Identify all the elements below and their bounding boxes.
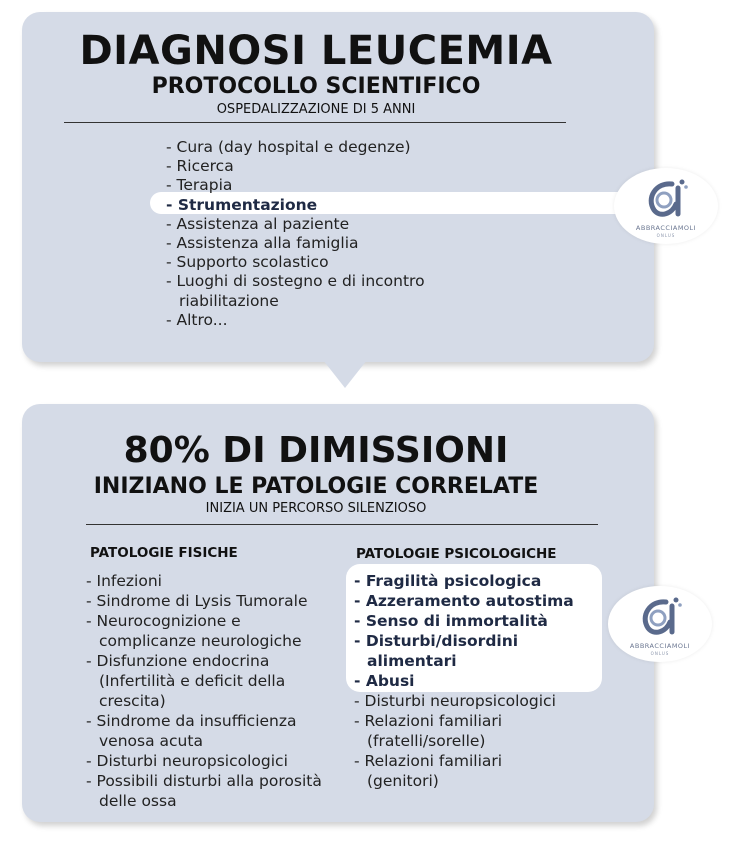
pathologies-subtitle: INIZIANO LE PATOLOGIE CORRELATE bbox=[93, 474, 539, 499]
list-item: - Terapia bbox=[166, 176, 233, 195]
list-item-highlighted: - Strumentazione bbox=[166, 195, 318, 214]
list-item-highlighted: - Disturbi/disordini bbox=[354, 632, 519, 650]
list-item: - Infezioni bbox=[86, 572, 162, 590]
list-item-continuation: complicanze neurologiche bbox=[99, 632, 302, 650]
list-item: - Altro... bbox=[166, 310, 228, 329]
list-item: - Disfunzione endocrina bbox=[86, 652, 270, 670]
logo-brand-text: ABBRACCIAMOLI bbox=[635, 224, 697, 232]
list-item: - Disturbi neuropsicologici bbox=[86, 752, 288, 770]
abbracciamoli-logo bbox=[614, 168, 718, 244]
list-item-continuation: (Infertilità e deficit della bbox=[99, 672, 286, 690]
list-item-continuation: crescita) bbox=[99, 692, 166, 710]
list-item-continuation: riabilitazione bbox=[179, 291, 279, 310]
list-item-continuation: delle ossa bbox=[99, 792, 177, 810]
list-item: - Relazioni familiari bbox=[354, 712, 503, 730]
list-item: - Disturbi neuropsicologici bbox=[354, 692, 556, 710]
abbracciamoli-logo-icon bbox=[642, 176, 690, 224]
list-item: - Possibili disturbi alla porosità bbox=[86, 772, 322, 790]
hospitalization-caption: OSPEDALIZZAZIONE DI 5 ANNI bbox=[216, 102, 416, 117]
logo-brand-text: ABBRACCIAMOLI bbox=[629, 642, 691, 650]
discharge-title: 80% DI DIMISSIONI bbox=[123, 430, 509, 471]
psychological-list bbox=[354, 571, 574, 791]
list-item-continuation: venosa acuta bbox=[99, 732, 203, 750]
diagnosis-title: DIAGNOSI LEUCEMIA bbox=[79, 28, 553, 74]
list-item: - Assistenza al paziente bbox=[166, 214, 350, 233]
divider bbox=[64, 122, 566, 123]
list-item: - Sindrome da insufficienza bbox=[86, 712, 297, 730]
path-caption: INIZIA UN PERCORSO SILENZIOSO bbox=[205, 501, 427, 516]
list-item-highlighted: - Senso di immortalità bbox=[354, 612, 548, 630]
list-item-highlighted: - Fragilità psicologica bbox=[354, 572, 542, 590]
card-connector-arrow bbox=[323, 360, 367, 388]
physical-heading: PATOLOGIE FISICHE bbox=[90, 545, 238, 561]
list-item-highlighted: - Azzeramento autostima bbox=[354, 592, 574, 610]
list-item: - Neurocognizione e bbox=[86, 612, 241, 630]
list-item: - Cura (day hospital e degenze) bbox=[166, 138, 411, 156]
list-item: - Ricerca bbox=[166, 157, 234, 176]
psychological-heading: PATOLOGIE PSICOLOGICHE bbox=[356, 546, 557, 562]
list-item: - Assistenza alla famiglia bbox=[166, 234, 359, 253]
list-item-continuation: (genitori) bbox=[367, 772, 439, 790]
divider bbox=[86, 524, 598, 525]
logo-sub-text: ONLUS bbox=[650, 651, 670, 656]
list-item: - Luoghi di sostegno e di incontro bbox=[166, 272, 425, 291]
logo-sub-text: ONLUS bbox=[656, 233, 676, 238]
list-item: - Sindrome di Lysis Tumorale bbox=[86, 592, 308, 610]
list-item-continuation: alimentari bbox=[367, 652, 457, 670]
protocol-subtitle: PROTOCOLLO SCIENTIFICO bbox=[151, 74, 481, 99]
protocol-list bbox=[166, 138, 425, 330]
list-item: - Relazioni familiari bbox=[354, 752, 503, 770]
list-item-continuation: (fratelli/sorelle) bbox=[367, 732, 486, 750]
abbracciamoli-logo-icon bbox=[636, 594, 684, 642]
abbracciamoli-logo bbox=[608, 586, 712, 662]
list-item-highlighted: - Abusi bbox=[354, 672, 415, 690]
physical-list bbox=[86, 571, 322, 811]
list-item: - Supporto scolastico bbox=[166, 253, 329, 272]
